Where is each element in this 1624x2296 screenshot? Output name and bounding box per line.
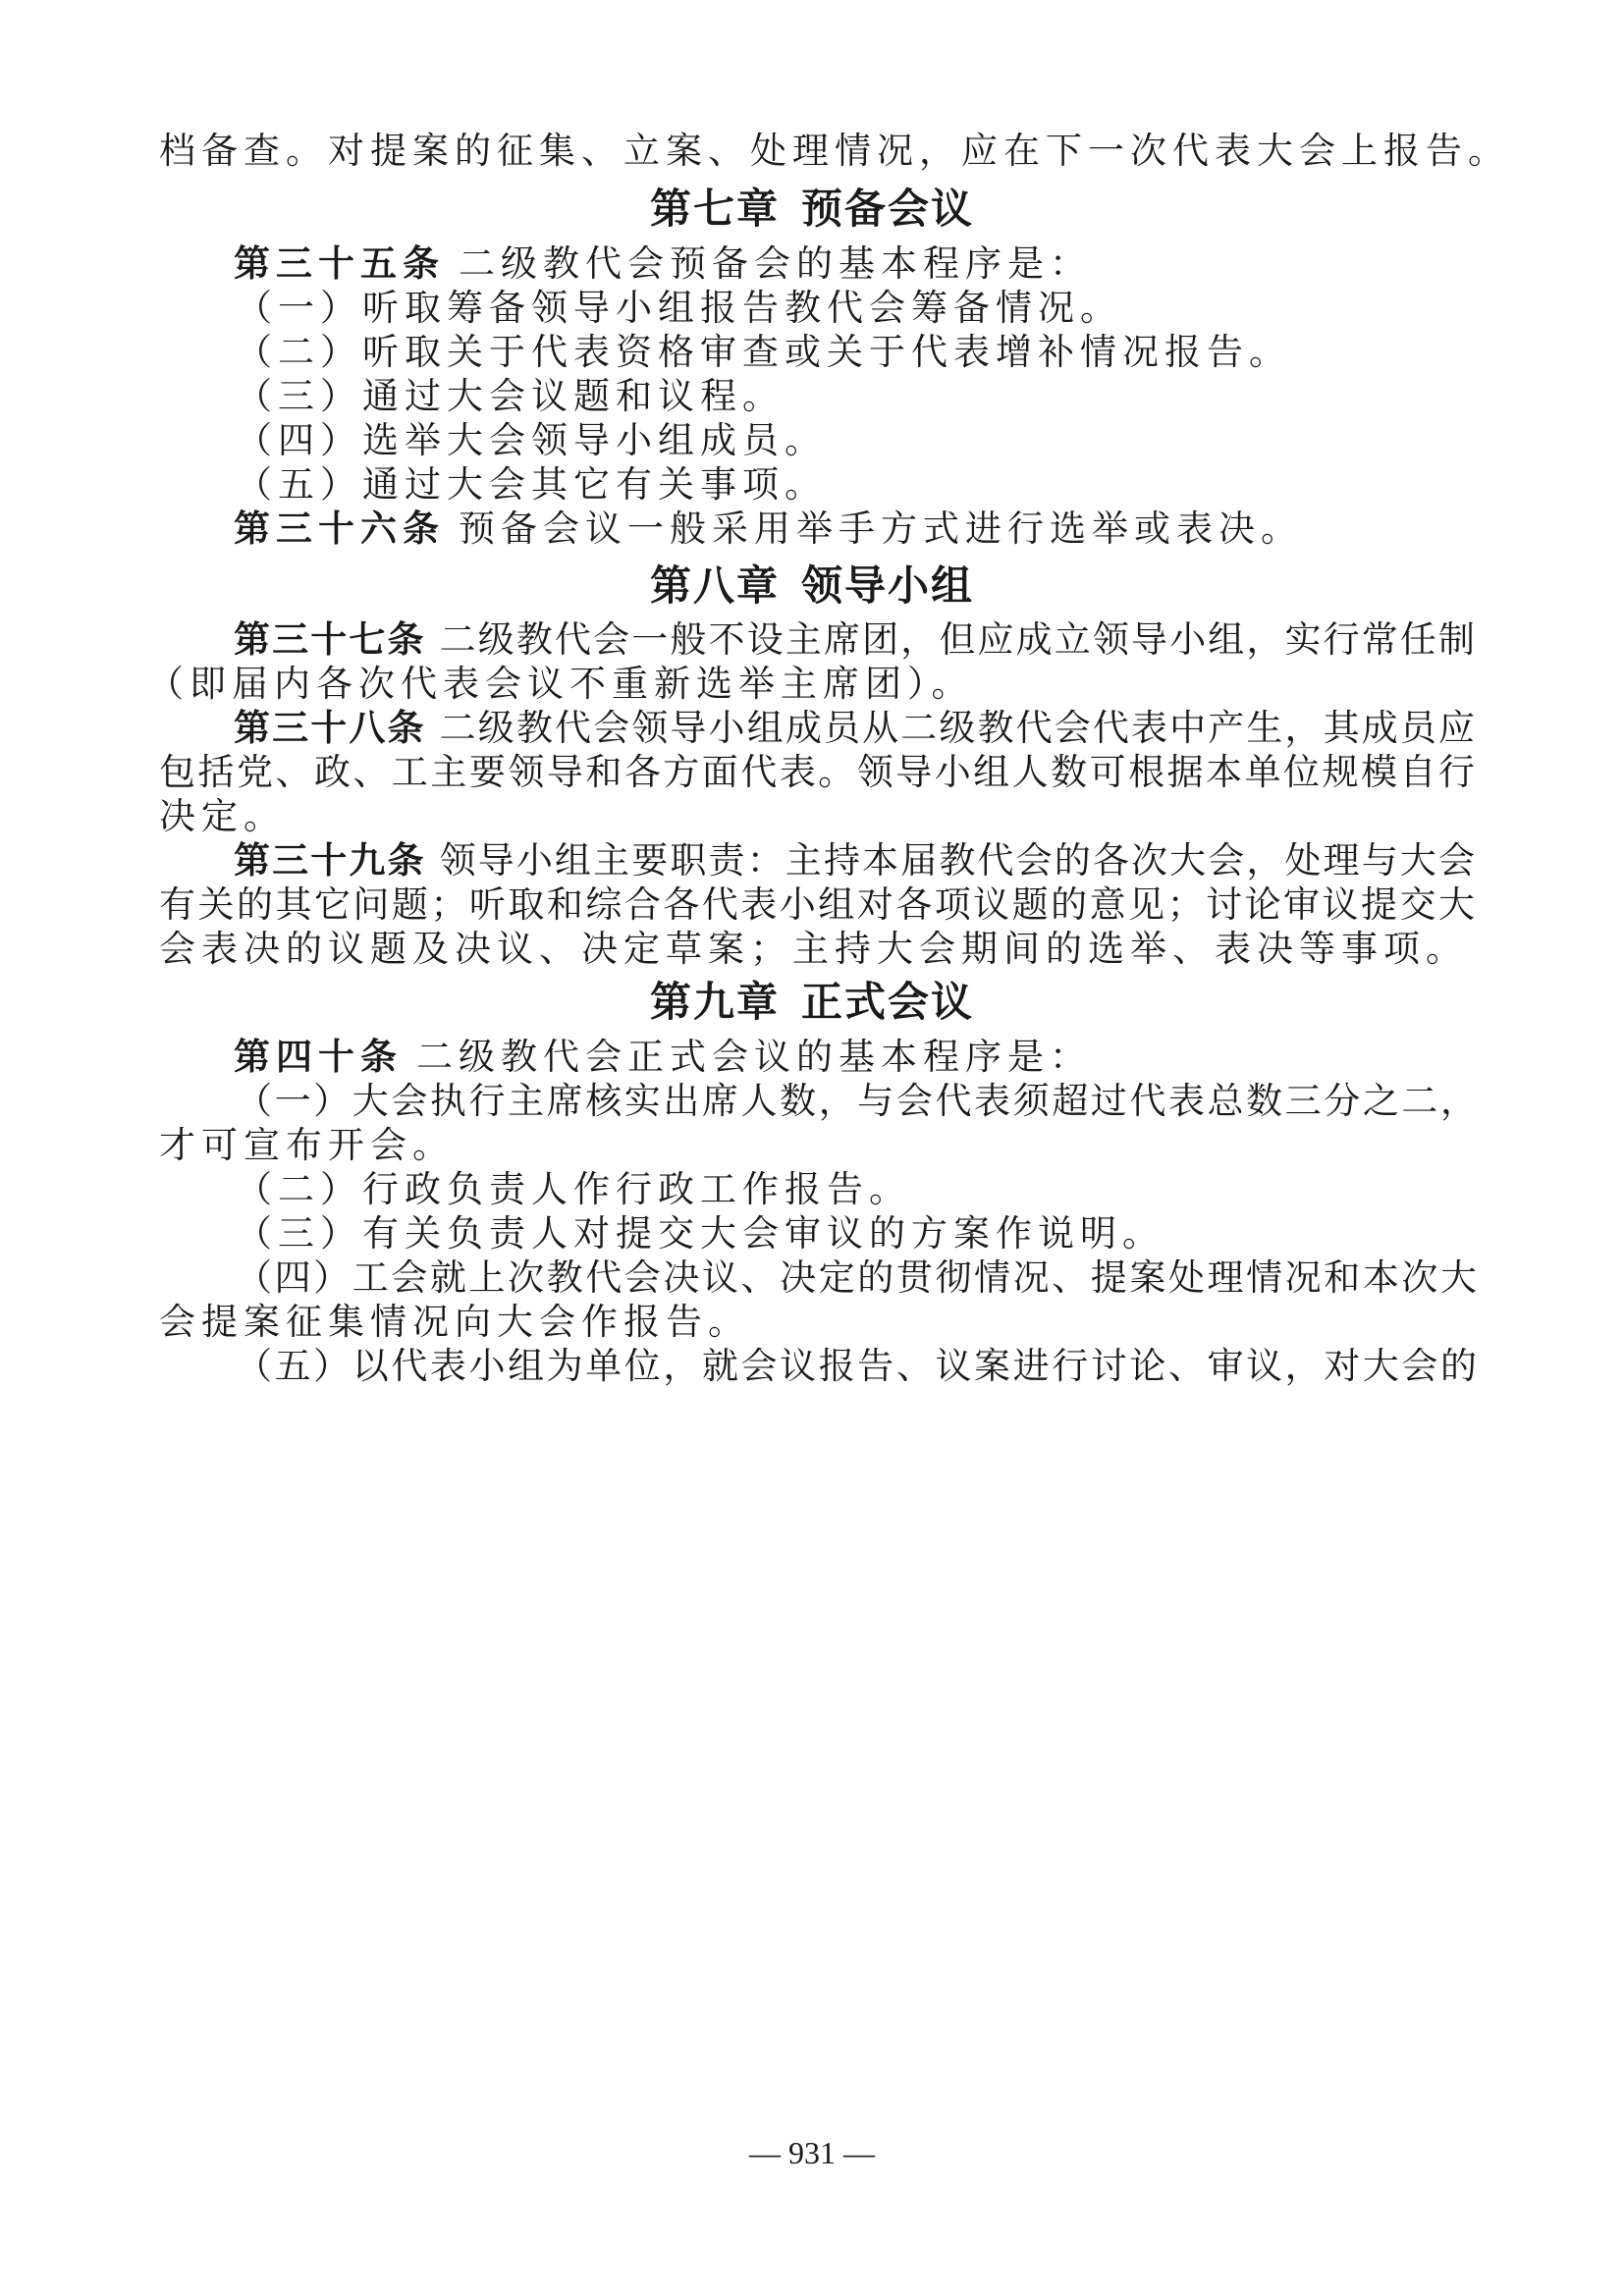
article-text: 二级教代会领导小组成员从二级教代会代表中产生，其成员应 [439, 707, 1476, 749]
list-item: （一）大会执行主席核实出席人数，与会代表须超过代表总数三分之二， [236, 1080, 1477, 1122]
article-text: 领导小组主要职责：主持本届教代会的各次大会，处理与大会 [439, 839, 1476, 881]
article-line [234, 242, 1475, 285]
paragraph-line: 会提案征集情况向大会作报告。 [159, 1301, 750, 1343]
chapter-number: 第八章 [649, 561, 780, 610]
chapter-title: 领导小组 [801, 561, 975, 610]
list-item: （四）工会就上次教代会决议、决定的贯彻情况、提案处理情况和本次大 [236, 1256, 1477, 1299]
paragraph-line: （即届内各次代表会议不重新选举主席团）。 [147, 663, 974, 705]
chapter-heading [0, 561, 1624, 610]
article-number: 第三十九条 [234, 839, 426, 881]
article-number: 第三十七条 [234, 618, 426, 661]
article-line [234, 507, 1475, 550]
article-number: 第四十条 [234, 1036, 403, 1078]
list-item: （一）听取筹备领导小组报告教代会筹备情况。 [236, 287, 1122, 329]
article-number: 第三十八条 [234, 707, 426, 749]
paragraph-line: 有关的其它问题；听取和综合各代表小组对各项议题的意见；讨论审议提交大 [159, 883, 1475, 926]
article-line [234, 839, 1476, 881]
article-line [234, 707, 1476, 749]
chapter-title: 正式会议 [801, 978, 975, 1026]
paragraph-line: 档备查。对提案的征集、立案、处理情况，应在下一次代表大会上报告。 [159, 130, 1510, 172]
paragraph-line: 决定。 [159, 795, 286, 837]
list-item: （五）以代表小组为单位，就会议报告、议案进行讨论、审议，对大会的 [236, 1345, 1477, 1387]
article-number: 第三十五条 [234, 242, 445, 285]
article-line [234, 618, 1476, 661]
article-text: 二级教代会预备会的基本程序是： [459, 242, 1092, 285]
list-item: （三）有关负责人对提交大会审议的方案作说明。 [236, 1212, 1164, 1255]
article-text: 二级教代会一般不设主席团，但应成立领导小组，实行常任制 [439, 618, 1476, 661]
list-item: （二）听取关于代表资格审查或关于代表增补情况报告。 [236, 331, 1291, 373]
article-text: 二级教代会正式会议的基本程序是： [416, 1036, 1092, 1078]
article-line [234, 1036, 1475, 1078]
chapter-heading [0, 185, 1624, 233]
list-item: （五）通过大会其它有关事项。 [236, 463, 827, 506]
list-item: （二）行政负责人作行政工作报告。 [236, 1168, 911, 1210]
paragraph-line: 包括党、政、工主要领导和各方面代表。领导小组人数可根据本单位规模自行 [159, 751, 1475, 793]
chapter-heading [0, 978, 1624, 1026]
chapter-title: 预备会议 [801, 185, 975, 233]
article-text: 预备会议一般采用举手方式进行选举或表决。 [459, 507, 1303, 550]
paragraph-line: 会表决的议题及决议、决定草案；主持大会期间的选举、表决等事项。 [159, 928, 1468, 970]
page-number: — 931 — [749, 2135, 875, 2170]
chapter-number: 第九章 [649, 978, 780, 1026]
list-item: （四）选举大会领导小组成员。 [236, 419, 827, 461]
paragraph-line: 才可宣布开会。 [159, 1124, 455, 1166]
chapter-number: 第七章 [649, 185, 780, 233]
article-number: 第三十六条 [234, 507, 445, 550]
list-item: （三）通过大会议题和议程。 [236, 375, 785, 417]
